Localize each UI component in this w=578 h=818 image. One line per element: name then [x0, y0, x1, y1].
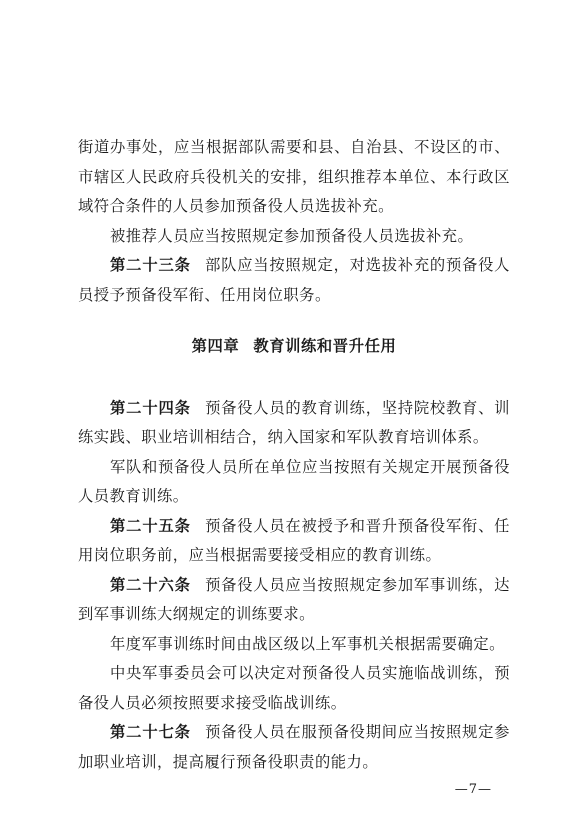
article-24	[78, 394, 510, 453]
paragraph-text: 预备役人员在被授予和晋升预备役军衔、任用岗位职务前，应当根据需要接受相应的教育训练。	[78, 516, 510, 564]
paragraph-continued	[78, 133, 510, 222]
paragraph-text: 部队应当按照规定，对选拔补充的预备役人员授予预备役军衔、任用岗位职务。	[78, 256, 510, 304]
article-number: 第二十六条	[110, 575, 191, 594]
article-number: 第二十四条	[110, 398, 191, 417]
paragraph-text: 预备役人员的教育训练，坚持院校教育、训练实践、职业培训相结合，纳入国家和军队教育培训体系。	[78, 398, 510, 446]
paragraph	[78, 222, 510, 252]
paragraph-text: 年度军事训练时间由战区级以上军事机关根据需要确定。	[110, 634, 505, 653]
chapter-number: 第四章	[191, 337, 240, 355]
paragraph-text: 军队和预备役人员所在单位应当按照有关规定开展预备役人员教育训练。	[78, 457, 510, 505]
paragraph-text: 街道办事处，应当根据部队需要和县、自治县、不设区的市、市辖区人民政府兵役机关的安排，组织推荐本单位、本行政区域符合条件的人员参加预备役人员选拔补充。	[78, 138, 510, 215]
paragraph-text: 预备役人员在服预备役期间应当按照规定参加职业培训，提高履行预备役职责的能力。	[78, 723, 510, 771]
article-27	[78, 718, 510, 777]
paragraph-text: 预备役人员应当按照规定参加军事训练，达到军事训练大纲规定的训练要求。	[78, 575, 510, 623]
page-number: —7—	[454, 782, 492, 797]
article-number: 第二十七条	[110, 723, 191, 741]
paragraph	[78, 630, 510, 660]
body-text	[78, 133, 510, 777]
chapter-title: 教育训练和晋升任用	[253, 337, 397, 355]
paragraph	[78, 453, 510, 512]
paragraph	[78, 659, 510, 718]
article-23	[78, 251, 510, 310]
chapter-heading	[78, 332, 510, 362]
paragraph-text: 被推荐人员应当按照规定参加预备役人员选拔补充。	[110, 226, 474, 245]
article-number: 第二十五条	[110, 516, 191, 535]
article-25	[78, 512, 510, 571]
article-number: 第二十三条	[110, 256, 191, 274]
article-26	[78, 571, 510, 630]
paragraph-text: 中央军事委员会可以决定对预备役人员实施临战训练，预备役人员必须按照要求接受临战训练。	[78, 664, 510, 712]
